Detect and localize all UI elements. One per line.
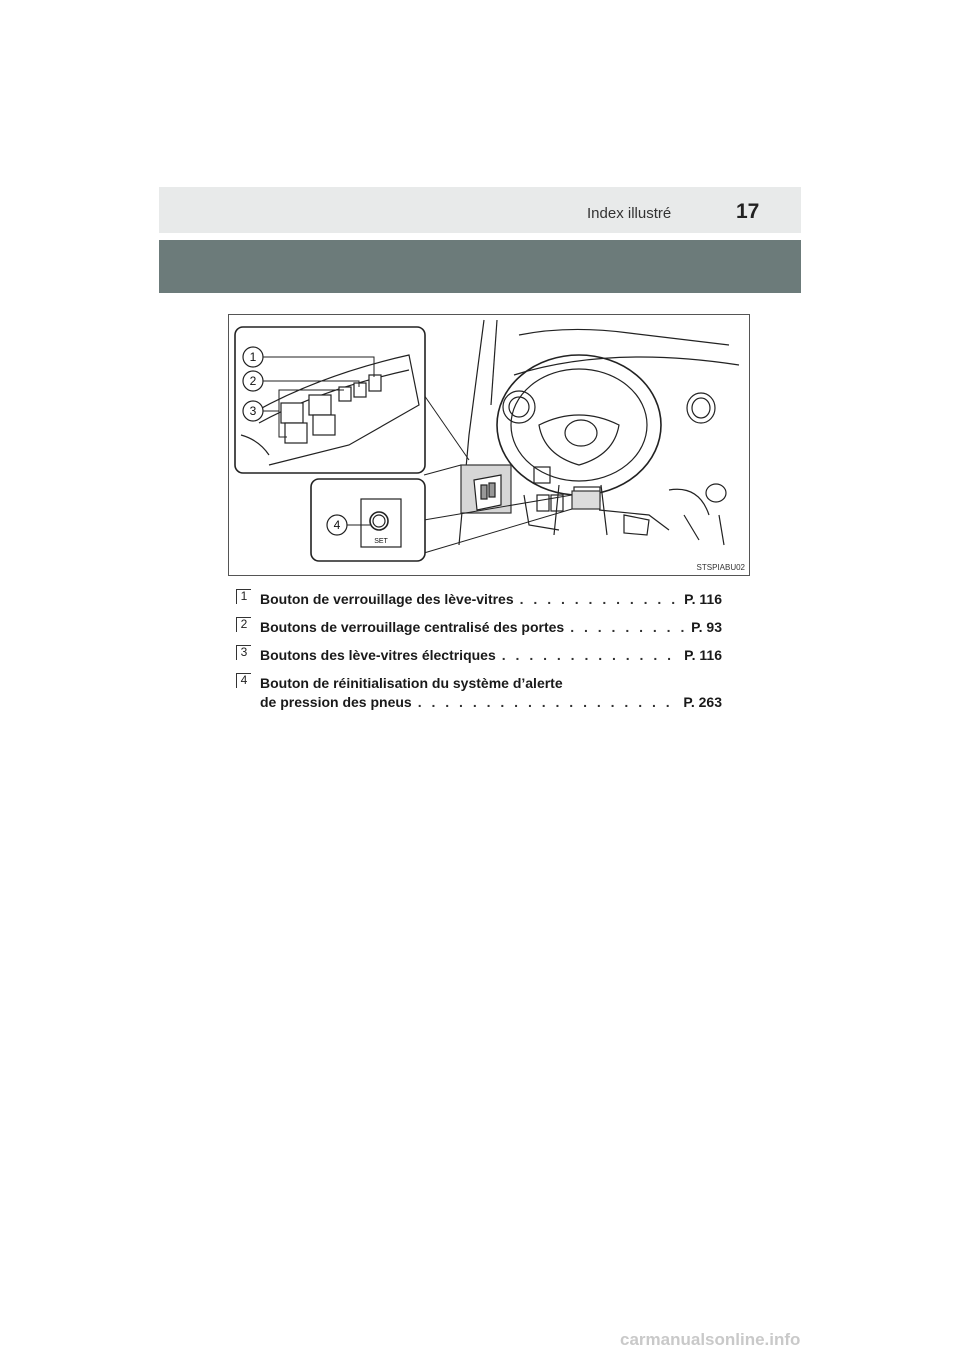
legend-number: 4 xyxy=(236,673,251,688)
legend-label-line2: de pression des pneus xyxy=(260,694,412,710)
page-number: 17 xyxy=(736,200,760,223)
leader-dots xyxy=(502,647,678,663)
legend-number: 1 xyxy=(236,589,251,604)
legend-list xyxy=(236,588,722,718)
legend-label: Boutons de verrouillage centralisé des portes xyxy=(260,619,565,635)
page-reference[interactable]: P. 116 xyxy=(684,647,722,663)
legend-label: Bouton de verrouillage des lève-vitres xyxy=(260,591,514,607)
dashboard-drawing xyxy=(229,315,750,576)
callout-1-label: 1 xyxy=(249,350,257,364)
legend-label: Bouton de réinitialisation du système d’alerte xyxy=(260,675,563,691)
header-bar xyxy=(159,187,801,233)
watermark: carmanualsonline.info xyxy=(620,1330,801,1349)
figure-code: STSPIABU02 xyxy=(696,563,745,572)
leader-dots xyxy=(520,591,678,607)
section-title: Index illustré xyxy=(587,205,672,222)
header-band xyxy=(159,240,801,293)
page-reference[interactable]: P. 93 xyxy=(691,619,722,635)
page-reference[interactable]: P. 116 xyxy=(684,591,722,607)
set-button-label: SET xyxy=(374,538,388,545)
callout-3-label: 3 xyxy=(249,404,257,418)
callout-4-label: 4 xyxy=(333,518,341,532)
page-reference[interactable]: P. 263 xyxy=(683,694,722,710)
legend-item xyxy=(236,616,722,644)
legend-item xyxy=(236,672,722,718)
legend-label: Boutons des lève-vitres électriques xyxy=(260,647,496,663)
legend-item xyxy=(236,644,722,672)
legend-item xyxy=(236,588,722,616)
callout-2-label: 2 xyxy=(249,374,257,388)
legend-number: 2 xyxy=(236,617,251,632)
leader-dots xyxy=(570,619,685,635)
dashboard-illustration xyxy=(228,314,750,576)
leader-dots xyxy=(418,694,678,710)
legend-number: 3 xyxy=(236,645,251,660)
